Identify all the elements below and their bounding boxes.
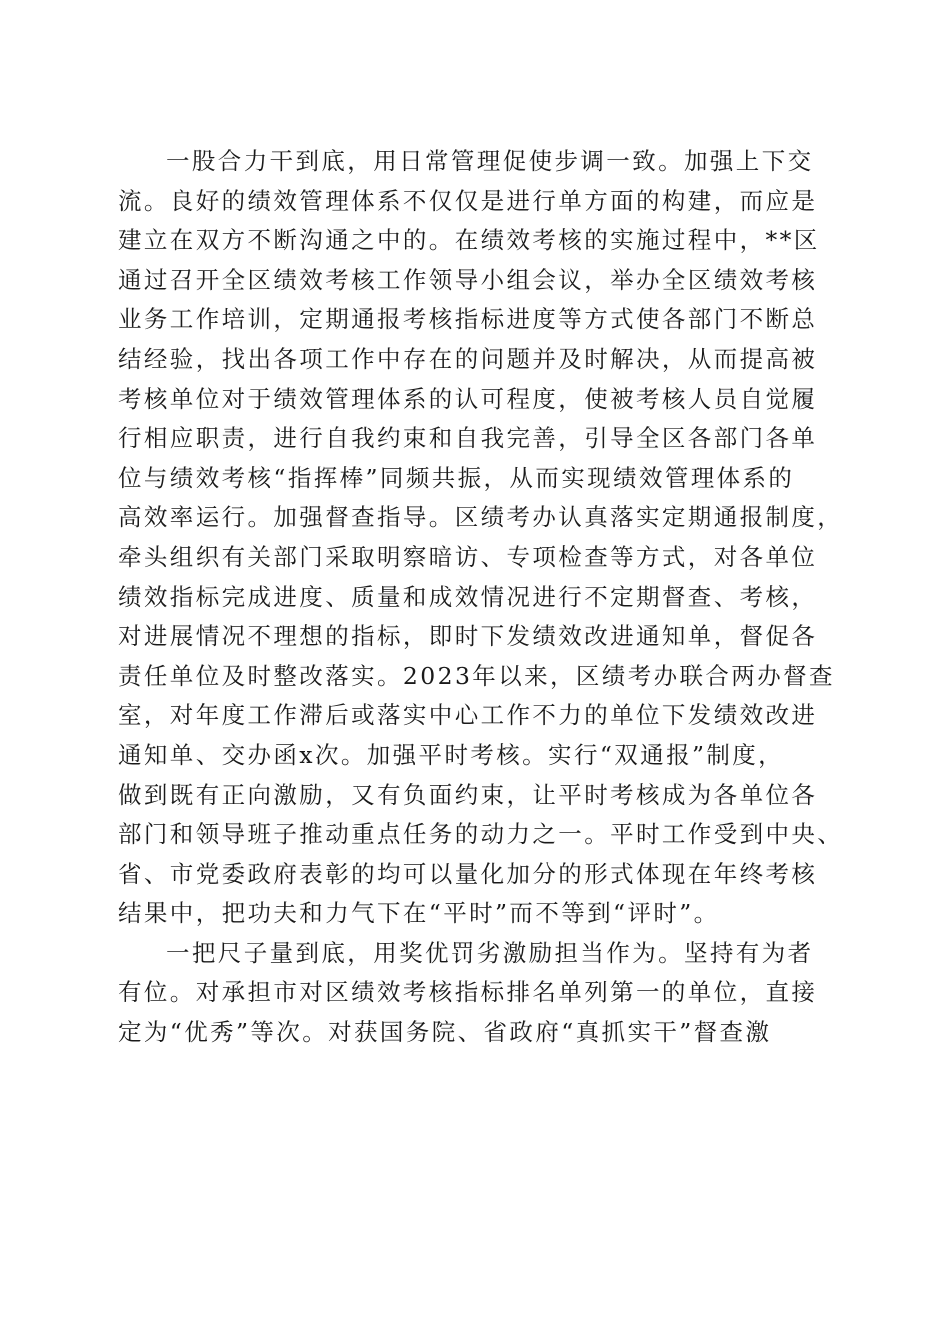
paragraph-line: 对进展情况不理想的指标，即时下发绩效改进通知单，督促各 (118, 622, 818, 651)
paragraph (118, 934, 838, 1053)
paragraph-line: 绩效指标完成进度、质量和成效情况进行不定期督查、考核， (118, 582, 818, 611)
paragraph-line: 行相应职责，进行自我约束和自我完善，引导全区各部门各单 (118, 424, 818, 453)
paragraph-line: 业务工作培训，定期通报考核指标进度等方式使各部门不断总 (118, 305, 818, 334)
paragraph-line: 牵头组织有关部门采取明察暗访、专项检查等方式，对各单位 (118, 542, 818, 571)
paragraph-line: 结经验，找出各项工作中存在的问题并及时解决，从而提高被 (118, 344, 818, 373)
paragraph-line: 流。良好的绩效管理体系不仅仅是进行单方面的构建，而应是 (118, 186, 818, 215)
paragraph-line: 通过召开全区绩效考核工作领导小组会议，举办全区绩效考核 (118, 265, 818, 294)
paragraph-line: 考核单位对于绩效管理体系的认可程度，使被考核人员自觉履 (118, 384, 818, 413)
paragraph-line: 一把尺子量到底，用奖优罚劣激励担当作为。坚持有为者 (166, 938, 814, 967)
paragraph-line: 一股合力干到底，用日常管理促使步调一致。加强上下交 (166, 147, 814, 175)
paragraph-line: 建立在双方不断沟通之中的。在绩效考核的实施过程中，**区 (118, 226, 820, 255)
paragraph (118, 142, 844, 934)
paragraph-line: 有位。对承担市对区绩效考核指标排名单列第一的单位，直接 (118, 978, 818, 1007)
paragraph-line: 做到既有正向激励，又有负面约束，让平时考核成为各单位各 (118, 780, 818, 809)
paragraph-line: 结果中，把功夫和力气下在“平时”而不等到“评时”。 (118, 899, 720, 928)
document-body (118, 142, 844, 1053)
paragraph-line: 室，对年度工作滞后或落实中心工作不力的单位下发绩效改进 (118, 701, 818, 730)
paragraph-line: 通知单、交办函x次。加强平时考核。实行“双通报”制度， (118, 740, 785, 769)
paragraph-line: 高效率运行。加强督查指导。区绩考办认真落实定期通报制度， (118, 503, 844, 532)
paragraph-line: 位与绩效考核“指挥棒”同频共振，从而实现绩效管理体系的 (118, 463, 795, 492)
paragraph-line: 定为“优秀”等次。对获国务院、省政府“真抓实干”督查激 (118, 1018, 772, 1047)
paragraph-line: 责任单位及时整改落实。2023年以来，区绩考办联合两办督查 (118, 661, 835, 690)
paragraph-line: 部门和领导班子推动重点任务的动力之一。平时工作受到中央、 (118, 820, 844, 849)
paragraph-line: 省、市党委政府表彰的均可以量化加分的形式体现在年终考核 (118, 859, 818, 888)
